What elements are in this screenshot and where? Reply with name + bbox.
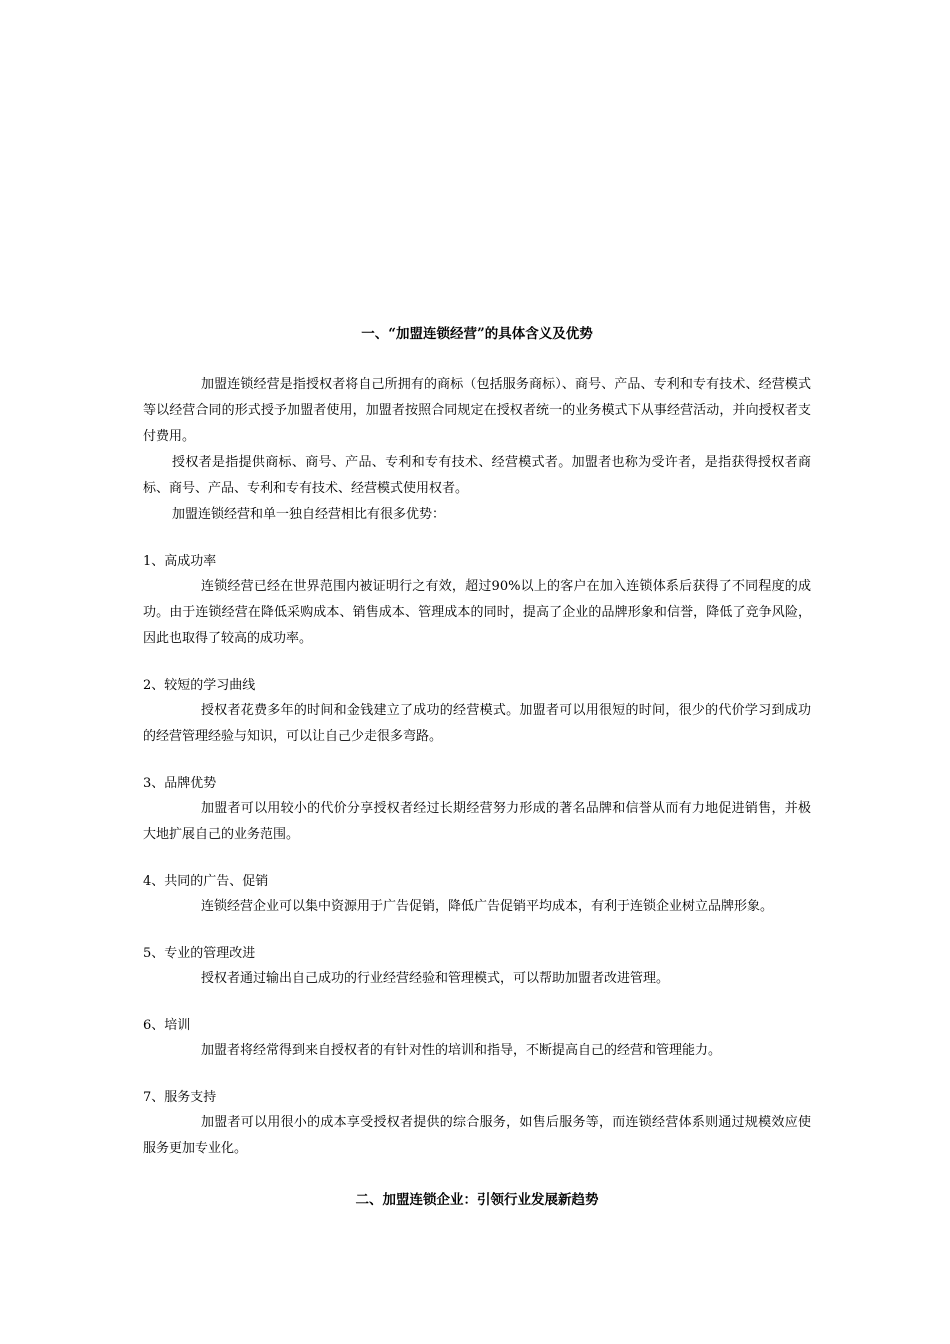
spacer: [143, 1064, 811, 1086]
paragraph-definition: 加盟连锁经营是指授权者将自己所拥有的商标（包括服务商标）、商号、产品、专利和专有技术、经营模式等以经营合同的形式授予加盟者使用，加盟者按照合同规定在授权者统一的业务模式下从事经营活动，并向授权者支付费用。: [143, 377, 811, 444]
spacer: [143, 992, 811, 1014]
advantage-item-4: [143, 870, 811, 920]
advantage-item-3: [143, 772, 811, 848]
advantage-item-1: [143, 550, 811, 652]
paragraph-advantages-intro: 加盟连锁经营和单一独自经营相比有很多优势：: [172, 507, 446, 522]
advantage-title: 2、较短的学习曲线: [143, 678, 256, 693]
advantage-body: 加盟者将经常得到来自授权者的有针对性的培训和指导，不断提高自己的经营和管理能力。: [201, 1043, 722, 1058]
advantage-title: 4、共同的广告、促销: [143, 874, 269, 889]
advantage-item-5: [143, 942, 811, 992]
advantage-body: 加盟者可以用很小的成本享受授权者提供的综合服务，如售后服务等，而连锁经营体系则通过规模效应使服务更加专业化。: [143, 1115, 811, 1156]
section-1-title: 一、“加盟连锁经营”的具体含义及优势: [361, 326, 593, 342]
spacer: [143, 750, 811, 772]
advantage-body: 连锁经营已经在世界范围内被证明行之有效，超过90%以上的客户在加入连锁体系后获得了不同程度的成功。由于连锁经营在降低采购成本、销售成本、管理成本的同时，提高了企业的品牌形象和信誉，降低了竞争风险，因此也取得了较高的成功率。: [143, 579, 811, 646]
spacer: [143, 848, 811, 870]
paragraph-authorizer: 授权者是指提供商标、商号、产品、专利和专有技术、经营模式者。加盟者也称为受许者，是指获得授权者商标、商号、产品、专利和专有技术、经营模式使用权者。: [143, 455, 811, 496]
document-content: [143, 322, 811, 1212]
spacer: [143, 346, 811, 372]
spacer: [143, 1162, 811, 1188]
spacer: [143, 652, 811, 674]
advantage-body: 加盟者可以用较小的代价分享授权者经过长期经营努力形成的著名品牌和信誉从而有力地促进销售，并极大地扩展自己的业务范围。: [143, 801, 811, 842]
advantage-title: 3、品牌优势: [143, 776, 217, 791]
spacer: [143, 920, 811, 942]
advantage-title: 7、服务支持: [143, 1090, 217, 1105]
section-2-title: 二、加盟连锁企业：引领行业发展新趋势: [355, 1192, 599, 1208]
advantage-item-6: [143, 1014, 811, 1064]
advantage-body: 授权者花费多年的时间和金钱建立了成功的经营模式。加盟者可以用很短的时间，很少的代价学习到成功的经营管理经验与知识，可以让自己少走很多弯路。: [143, 703, 811, 744]
advantage-title: 1、高成功率: [143, 554, 217, 569]
advantage-title: 5、专业的管理改进: [143, 946, 256, 961]
advantage-body: 连锁经营企业可以集中资源用于广告促销，降低广告促销平均成本，有利于连锁企业树立品牌形象。: [201, 899, 774, 914]
spacer: [143, 528, 811, 550]
advantage-item-2: [143, 674, 811, 750]
advantage-title: 6、培训: [143, 1018, 191, 1033]
advantage-item-7: [143, 1086, 811, 1162]
advantage-body: 授权者通过输出自己成功的行业经营经验和管理模式，可以帮助加盟者改进管理。: [201, 971, 670, 986]
